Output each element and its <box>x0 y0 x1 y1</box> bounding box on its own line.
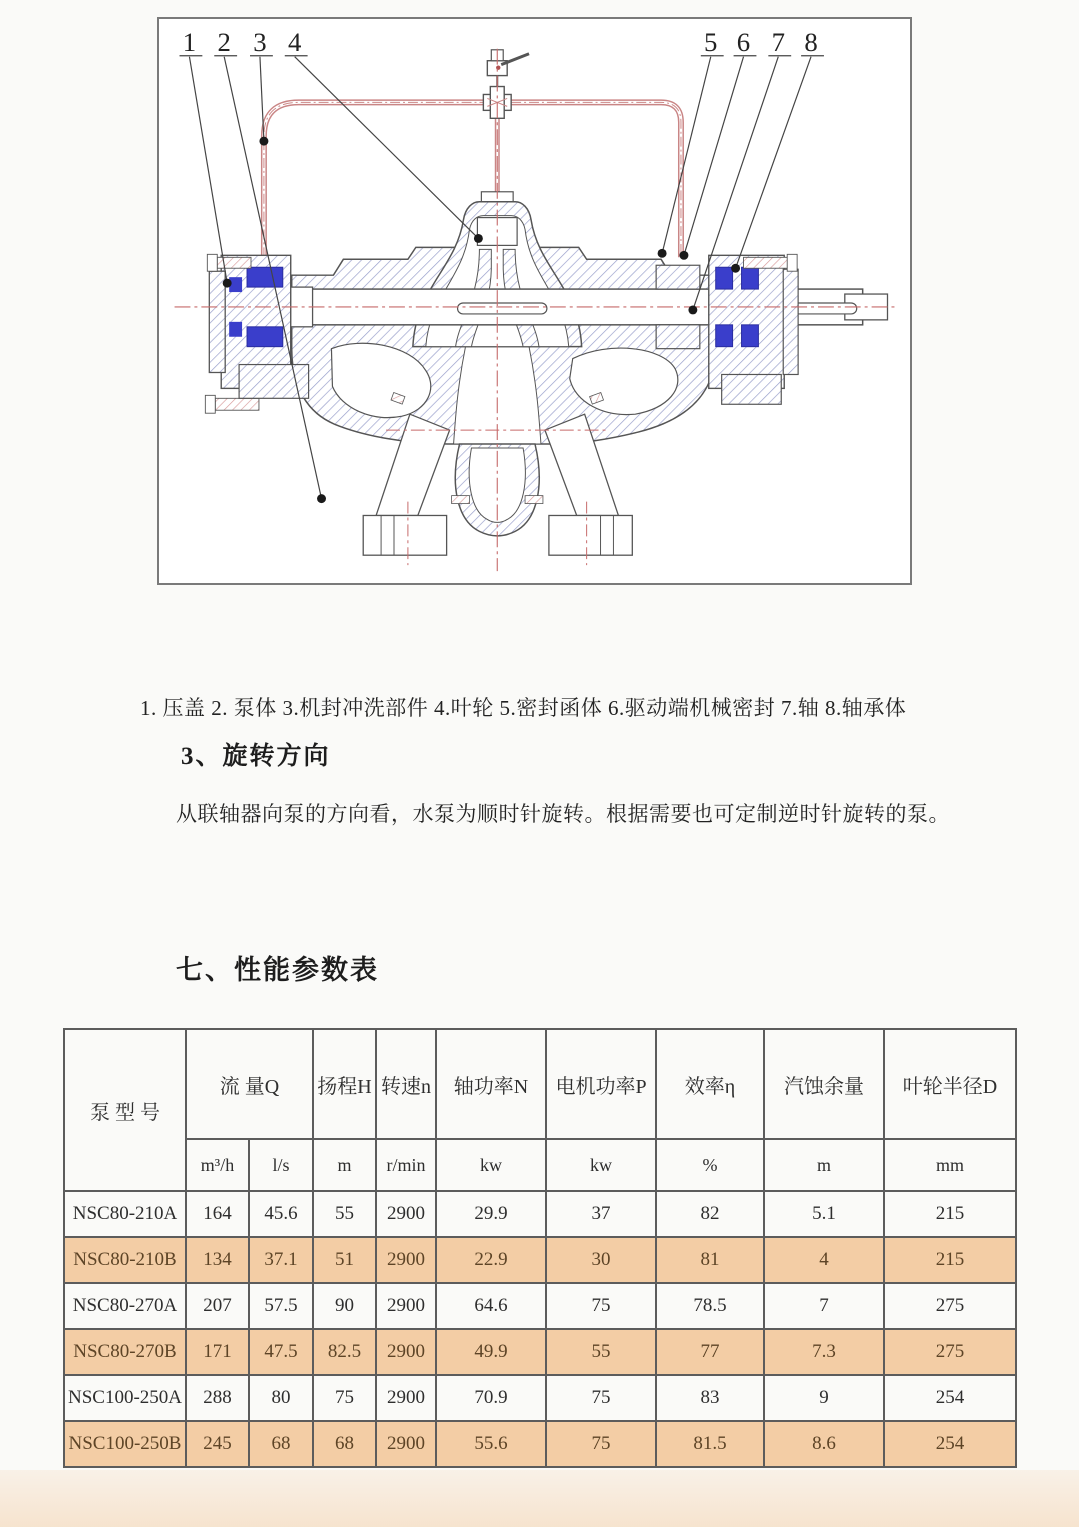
performance-section-heading: 七、性能参数表 <box>176 955 379 985</box>
table-cell: 75 <box>313 1375 376 1421</box>
parts-list-caption: 1. 压盖 2. 泵体 3.机封冲洗部件 4.叶轮 5.密封函体 6.驱动端机械密封 7.轴 8.轴承体 <box>140 696 907 720</box>
table-row <box>64 1237 1016 1283</box>
table-cell: 8.6 <box>764 1421 884 1467</box>
table-row <box>64 1191 1016 1237</box>
table-row <box>64 1283 1016 1329</box>
cell-pump-model: NSC80-270B <box>64 1329 186 1375</box>
table-cell: 2900 <box>376 1329 436 1375</box>
table-cell: 77 <box>656 1329 764 1375</box>
table-cell: 47.5 <box>249 1329 313 1375</box>
table-row <box>64 1329 1016 1375</box>
header-shaft-power: 轴功率N <box>436 1029 546 1139</box>
unit-percent: % <box>656 1139 764 1191</box>
header-flow: 流 量Q <box>186 1029 313 1139</box>
table-cell: 55.6 <box>436 1421 546 1467</box>
cell-pump-model: NSC80-210B <box>64 1237 186 1283</box>
table-cell: 75 <box>546 1283 656 1329</box>
table-cell: 207 <box>186 1283 249 1329</box>
table-cell: 215 <box>884 1191 1016 1237</box>
unit-kw-motor: kw <box>546 1139 656 1191</box>
rotation-section-heading: 3、旋转方向 <box>181 743 331 770</box>
unit-mm: mm <box>884 1139 1016 1191</box>
table-row <box>64 1375 1016 1421</box>
table-cell: 134 <box>186 1237 249 1283</box>
table-cell: 55 <box>313 1191 376 1237</box>
table-cell: 49.9 <box>436 1329 546 1375</box>
table-cell: 75 <box>546 1375 656 1421</box>
table-cell: 2900 <box>376 1375 436 1421</box>
table-cell: 171 <box>186 1329 249 1375</box>
table-cell: 5.1 <box>764 1191 884 1237</box>
unit-ls: l/s <box>249 1139 313 1191</box>
table-cell: 275 <box>884 1329 1016 1375</box>
header-impeller-radius: 叶轮半径D <box>884 1029 1016 1139</box>
table-cell: 2900 <box>376 1421 436 1467</box>
table-cell: 68 <box>249 1421 313 1467</box>
table-cell: 81.5 <box>656 1421 764 1467</box>
table-cell: 164 <box>186 1191 249 1237</box>
callout-1: 1 <box>182 26 197 57</box>
header-speed: 转速n <box>376 1029 436 1139</box>
unit-kw-shaft: kw <box>436 1139 546 1191</box>
table-cell: 51 <box>313 1237 376 1283</box>
header-npsh: 汽蚀余量 <box>764 1029 884 1139</box>
cell-pump-model: NSC80-210A <box>64 1191 186 1237</box>
table-cell: 82 <box>656 1191 764 1237</box>
callout-8: 8 <box>804 26 818 57</box>
table-cell: 245 <box>186 1421 249 1467</box>
callout-3: 3 <box>253 26 267 57</box>
table-cell: 2900 <box>376 1283 436 1329</box>
table-cell: 7 <box>764 1283 884 1329</box>
table-cell: 68 <box>313 1421 376 1467</box>
unit-m3h: m³/h <box>186 1139 249 1191</box>
table-cell: 215 <box>884 1237 1016 1283</box>
callout-6: 6 <box>736 26 751 57</box>
unit-m-npsh: m <box>764 1139 884 1191</box>
header-motor-power: 电机功率P <box>546 1029 656 1139</box>
table-cell: 37 <box>546 1191 656 1237</box>
table-row <box>64 1421 1016 1467</box>
table-cell: 57.5 <box>249 1283 313 1329</box>
table-cell: 2900 <box>376 1237 436 1283</box>
pump-section-drawing <box>159 19 910 583</box>
table-cell: 30 <box>546 1237 656 1283</box>
cell-pump-model: NSC80-270A <box>64 1283 186 1329</box>
cell-pump-model: NSC100-250A <box>64 1375 186 1421</box>
callout-7: 7 <box>771 26 785 57</box>
rotation-section-body: 从联轴器向泵的方向看，水泵为顺时针旋转。根据需要也可定制逆时针旋转的泵。 <box>176 802 950 826</box>
table-cell: 29.9 <box>436 1191 546 1237</box>
table-cell: 254 <box>884 1375 1016 1421</box>
table-cell: 9 <box>764 1375 884 1421</box>
table-cell: 82.5 <box>313 1329 376 1375</box>
table-cell: 254 <box>884 1421 1016 1467</box>
header-efficiency: 效率η <box>656 1029 764 1139</box>
callout-4: 4 <box>287 26 302 57</box>
footer-tint-strip <box>0 1470 1079 1527</box>
table-cell: 45.6 <box>249 1191 313 1237</box>
unit-rmin: r/min <box>376 1139 436 1191</box>
performance-table <box>63 1028 1017 1468</box>
unit-m-head: m <box>313 1139 376 1191</box>
header-pump-model: 泵 型 号 <box>64 1029 186 1191</box>
table-cell: 2900 <box>376 1191 436 1237</box>
table-cell: 90 <box>313 1283 376 1329</box>
pump-section-figure <box>157 17 912 585</box>
table-cell: 4 <box>764 1237 884 1283</box>
table-cell: 288 <box>186 1375 249 1421</box>
table-cell: 7.3 <box>764 1329 884 1375</box>
callout-5: 5 <box>704 26 718 57</box>
cell-pump-model: NSC100-250B <box>64 1421 186 1467</box>
header-head: 扬程H <box>313 1029 376 1139</box>
table-cell: 64.6 <box>436 1283 546 1329</box>
table-cell: 22.9 <box>436 1237 546 1283</box>
callout-2: 2 <box>217 26 231 57</box>
table-cell: 37.1 <box>249 1237 313 1283</box>
table-cell: 275 <box>884 1283 1016 1329</box>
table-cell: 81 <box>656 1237 764 1283</box>
table-cell: 55 <box>546 1329 656 1375</box>
table-cell: 70.9 <box>436 1375 546 1421</box>
table-cell: 78.5 <box>656 1283 764 1329</box>
performance-table-body <box>64 1191 1016 1467</box>
table-cell: 83 <box>656 1375 764 1421</box>
table-cell: 80 <box>249 1375 313 1421</box>
table-cell: 75 <box>546 1421 656 1467</box>
